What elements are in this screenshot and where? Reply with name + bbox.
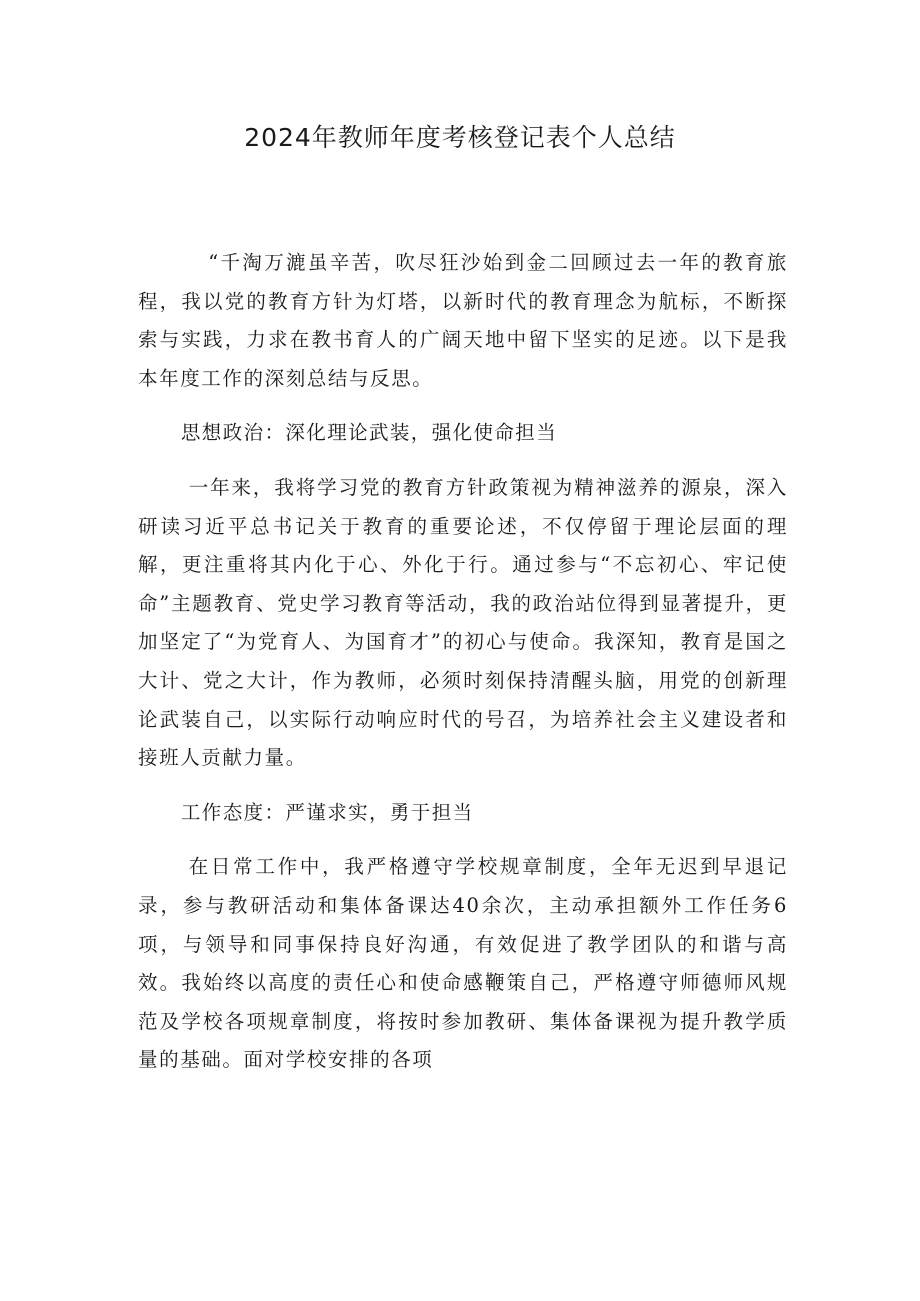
section-paragraph-politics: 一年来，我将学习党的教育方针政策视为精神滋养的源泉，深入研读习近平总书记关于教育的重要论述，不仅停留于理论层面的理解，更注重将其内化于心、外化于行。通过参与“不忘初心、牢记使命”主题教育、党史学习教育等活动，我的政治站位得到显著提升，更加坚定了“为党育人、为国育才”的初心与使命。我深知，教育是国之大计、党之大计，作为教师，必须时刻保持清醒头脑，用党的创新理论武装自己，以实际行动响应时代的号召，为培养社会主义建设者和接班人贡献力量。 — [138, 475, 788, 770]
section-heading-attitude: 工作态度：严谨求实，勇于担当 — [180, 800, 474, 824]
intro-paragraph: “千淘万漉虽辛苦，吹尽狂沙始到金二回顾过去一年的教育旅程，我以党的教育方针为灯塔，以新时代的教育理念为航标，不断探索与实践，力求在教书育人的广阔天地中留下坚实的足迹。以下是我本年度工作的深刻总结与反思。 — [138, 251, 788, 390]
section-heading-politics: 思想政治：深化理论武装，强化使命担当 — [180, 421, 558, 445]
section-paragraph-attitude: 在日常工作中，我严格遵守学校规章制度，全年无迟到早退记录，参与教研活动和集体备课达40余次，主动承担额外工作任务6项，与领导和同事保持良好沟通，有效促进了教学团队的和谐与高效。我始终以高度的责任心和使命感鞭策自己，严格遵守师德师风规范及学校各项规章制度，将按时参加教研、集体备课视为提升教学质量的基础。面对学校安排的各项 — [138, 855, 788, 1072]
document-title: 2024年教师年度考核登记表个人总结 — [244, 123, 676, 152]
document-body — [138, 244, 788, 1080]
